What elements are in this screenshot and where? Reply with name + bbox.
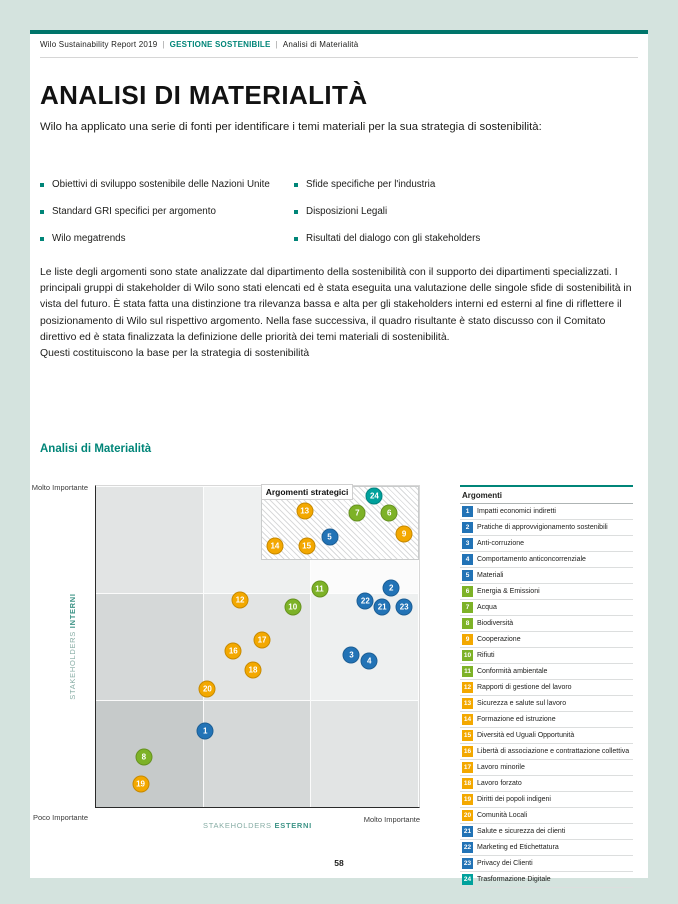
matrix-point-7: 7 — [349, 504, 366, 521]
x-axis-title — [95, 821, 420, 830]
legend-topic-label: Impatti economici indiretti — [477, 508, 556, 515]
legend-number-badge: 23 — [463, 860, 472, 867]
legend-number-badge: 7 — [462, 602, 473, 613]
legend-row — [460, 808, 633, 824]
bullet-square-icon — [294, 237, 298, 241]
legend-number-badge: 13 — [463, 700, 472, 707]
matrix-point-20: 20 — [199, 680, 216, 697]
matrix-point-9: 9 — [396, 525, 413, 542]
report-title: Wilo Sustainability Report 2019 — [40, 40, 158, 49]
legend-header: Argomenti — [460, 487, 633, 504]
legend-number-badge: 16 — [463, 748, 472, 755]
legend-topic-label: Acqua — [477, 604, 497, 611]
matrix-point-13: 13 — [296, 502, 313, 519]
legend-row — [460, 824, 633, 840]
legend-number-badge: 18 — [463, 780, 472, 787]
matrix-point-3: 3 — [343, 646, 360, 663]
legend-topic-label: Lavoro minorile — [477, 764, 525, 771]
legend-number-badge: 3 — [462, 538, 473, 549]
legend-number-badge: 10 — [463, 652, 472, 659]
legend-topic-label: Libertà di associazione e contrattazione collettiva — [477, 748, 630, 755]
bullet-list-left — [40, 179, 294, 260]
legend-number-badge: 12 — [463, 684, 472, 691]
legend-topic-label: Sicurezza e salute sul lavoro — [477, 700, 567, 707]
header-separator: | — [275, 40, 278, 49]
legend-number-badge: 19 — [463, 796, 472, 803]
header-subsection: Analisi di Materialità — [282, 40, 359, 49]
matrix-point-11: 11 — [311, 580, 328, 597]
matrix-point-12: 12 — [232, 591, 249, 608]
legend-number-badge: 11 — [462, 666, 473, 677]
legend-number-badge: 4 — [462, 554, 473, 565]
legend-topic-label: Lavoro forzato — [477, 780, 522, 787]
x-axis-max-label: Molto Importante — [363, 815, 420, 824]
bullet-square-icon — [40, 183, 44, 187]
report-header — [40, 40, 638, 58]
body-paragraph-2: Questi costituiscono la base per la strategia di sostenibilità — [40, 348, 310, 360]
legend-number-badge: 6 — [462, 586, 473, 597]
matrix-point-5: 5 — [321, 529, 338, 546]
legend-topic-label: Comunità Locali — [477, 812, 528, 819]
page-number: 58 — [334, 858, 344, 868]
matrix-cell — [311, 700, 419, 807]
bullet-item — [40, 206, 294, 218]
bullet-square-icon — [294, 183, 298, 187]
legend-number-badge: 8 — [462, 618, 473, 629]
y-axis-title-normal: STAKEHOLDERS — [68, 631, 77, 700]
bullet-item — [294, 206, 638, 218]
bullet-label: Disposizioni Legali — [306, 206, 388, 217]
legend-row — [460, 760, 633, 776]
legend-number-badge: 2 — [462, 522, 473, 533]
legend-topic-label: Cooperazione — [477, 636, 521, 643]
matrix-point-10: 10 — [284, 599, 301, 616]
legend-topic-label: Materiali — [477, 572, 504, 579]
legend-topic-label: Marketing ed Etichettatura — [477, 844, 559, 851]
matrix-point-15: 15 — [298, 538, 315, 555]
legend-number-badge: 20 — [463, 812, 472, 819]
legend-row — [460, 872, 633, 888]
matrix-point-14: 14 — [266, 538, 283, 555]
y-axis-max-label: Molto Importante — [31, 483, 88, 492]
y-axis-title-bold: INTERNI — [68, 593, 77, 629]
legend-topic-label: Diritti dei popoli indigeni — [477, 796, 551, 803]
legend-row — [460, 520, 633, 536]
legend-number-badge: 22 — [463, 844, 472, 851]
top-accent-bar — [30, 30, 648, 34]
legend-rows — [460, 504, 633, 888]
matrix-point-1: 1 — [197, 722, 214, 739]
legend-number-badge: 17 — [463, 764, 472, 771]
legend-topic-label: Biodiversità — [477, 620, 514, 627]
matrix-point-21: 21 — [374, 599, 391, 616]
legend-topic-label: Anti-corruzione — [477, 540, 525, 547]
legend-topic-label: Salute e sicurezza dei clienti — [477, 828, 566, 835]
y-axis-title — [68, 485, 77, 808]
materiality-matrix-section — [30, 470, 460, 855]
y-axis-min-label: Poco Importante — [32, 813, 88, 822]
body-paragraphs — [40, 265, 634, 362]
header-separator: | — [162, 40, 165, 49]
bullet-label: Risultati del dialogo con gli stakeholders — [306, 233, 481, 244]
legend-row — [460, 744, 633, 760]
bullet-item — [40, 233, 294, 245]
body-paragraph-1: Le liste degli argomenti sono state analizzate dal dipartimento della sostenibilità con il supporto dei dipartimenti specializzati. I principali gruppi di stakeholder di Wilo sono stati elencati ed è stata eseguita una valutazione delle singole sfide di sostenibilità in vista del futuro. È stata fatta una distinzione tra rilevanza bassa e alta per gli stakeholders interni ed esterni al fine di riflettere il posizionamento di Wilo sul rispettivo argomento. Nella fase successiva, il quadro risultante è stato discusso con il Comitato direttivo ed è stata finalizzata la definizione delle priorità dei temi materiali di sostenibilità. — [40, 267, 632, 343]
legend-topic-label: Comportamento anticoncorrenziale — [477, 556, 586, 563]
bullet-item — [40, 179, 294, 191]
intro-text: Wilo ha applicato una serie di fonti per identificare i temi materiali per la sua strategia di sostenibilità: — [40, 121, 542, 133]
matrix-cell — [96, 486, 204, 593]
legend-row — [460, 600, 633, 616]
bullet-label: Wilo megatrends — [52, 233, 126, 244]
matrix-cell — [96, 593, 204, 700]
topics-legend — [460, 485, 633, 888]
legend-row — [460, 568, 633, 584]
materiality-matrix-plot — [95, 485, 420, 808]
page-title: ANALISI DI MATERIALITÀ — [40, 80, 368, 110]
bullet-label: Sfide specifiche per l'industria — [306, 179, 436, 190]
legend-row — [460, 504, 633, 520]
legend-row — [460, 840, 633, 856]
legend-row — [460, 552, 633, 568]
legend-topic-label: Rifiuti — [477, 652, 495, 659]
legend-row — [460, 616, 633, 632]
x-axis-title-bold: ESTERNI — [274, 821, 312, 830]
matrix-point-18: 18 — [244, 661, 261, 678]
matrix-cell — [204, 700, 312, 807]
legend-number-badge: 5 — [462, 570, 473, 581]
legend-topic-label: Energia & Emissioni — [477, 588, 540, 595]
header-section: GESTIONE SOSTENIBILE — [169, 40, 271, 49]
bullet-item — [294, 179, 638, 191]
legend-number-badge: 15 — [463, 732, 472, 739]
legend-row — [460, 664, 633, 680]
matrix-point-23: 23 — [396, 599, 413, 616]
legend-row — [460, 584, 633, 600]
x-axis-title-normal: STAKEHOLDERS — [203, 821, 272, 830]
bullet-item — [294, 233, 638, 245]
legend-number-badge: 1 — [462, 506, 473, 517]
strategic-topics-label: Argomenti strategici — [261, 484, 354, 500]
legend-number-badge: 14 — [463, 716, 472, 723]
bullet-square-icon — [294, 210, 298, 214]
legend-row — [460, 792, 633, 808]
legend-topic-label: Diversità ed Uguali Opportunità — [477, 732, 575, 739]
matrix-point-17: 17 — [254, 632, 271, 649]
legend-number-badge: 9 — [462, 634, 473, 645]
matrix-point-6: 6 — [381, 504, 398, 521]
legend-row — [460, 696, 633, 712]
legend-number-badge: 24 — [463, 876, 472, 883]
matrix-point-16: 16 — [225, 642, 242, 659]
legend-topic-label: Conformità ambientale — [477, 668, 548, 675]
legend-topic-label: Trasformazione Digitale — [477, 876, 551, 883]
bullet-label: Standard GRI specifici per argomento — [52, 206, 216, 217]
bullet-square-icon — [40, 210, 44, 214]
legend-row — [460, 632, 633, 648]
legend-topic-label: Privacy dei Clienti — [477, 860, 533, 867]
legend-number-badge: 21 — [463, 828, 472, 835]
legend-row — [460, 776, 633, 792]
matrix-point-2: 2 — [383, 579, 400, 596]
bullet-square-icon — [40, 237, 44, 241]
legend-topic-label: Pratiche di approvvigionamento sostenibili — [477, 524, 608, 531]
matrix-point-8: 8 — [135, 748, 152, 765]
legend-row — [460, 712, 633, 728]
matrix-point-19: 19 — [132, 776, 149, 793]
legend-row — [460, 536, 633, 552]
legend-topic-label: Formazione ed istruzione — [477, 716, 556, 723]
document-page — [30, 30, 648, 883]
chart-heading: Analisi di Materialità — [40, 443, 152, 455]
matrix-point-24: 24 — [366, 487, 383, 504]
bullet-list-right — [294, 179, 638, 260]
legend-row — [460, 728, 633, 744]
matrix-point-4: 4 — [361, 652, 378, 669]
source-bullet-lists — [40, 179, 638, 260]
legend-row — [460, 680, 633, 696]
legend-row — [460, 648, 633, 664]
matrix-point-22: 22 — [357, 592, 374, 609]
bullet-label: Obiettivi di sviluppo sostenibile delle Nazioni Unite — [52, 179, 270, 190]
legend-topic-label: Rapporti di gestione del lavoro — [477, 684, 572, 691]
